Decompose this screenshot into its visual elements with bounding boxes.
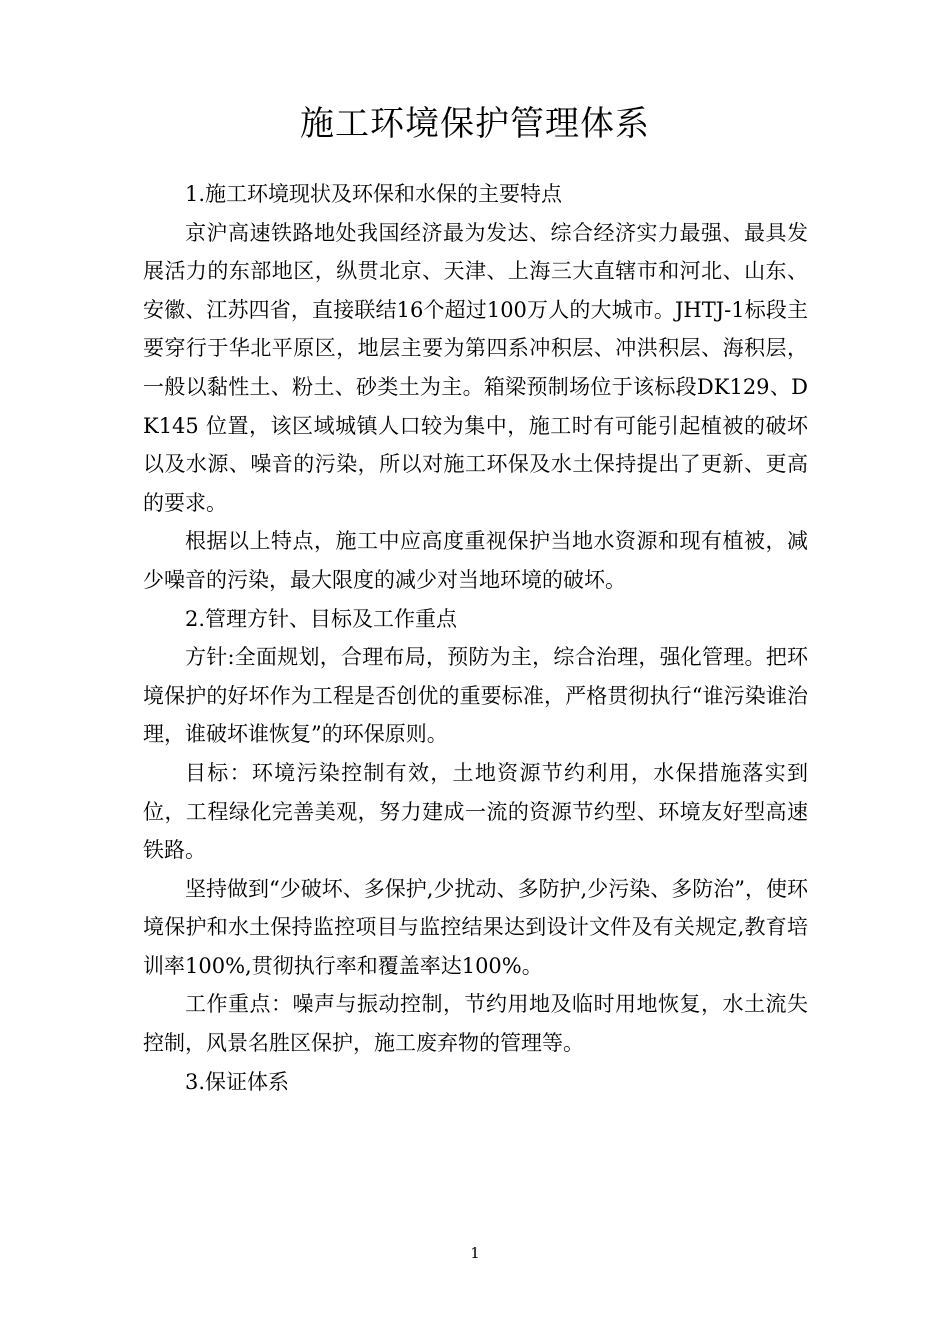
section-heading-1: 1.施工环境现状及环保和水保的主要特点 — [185, 182, 563, 206]
section-1-paragraph-2: 根据以上特点，施工中应高度重视保护当地水资源和现有植被，减少噪音的污染，最大限度的减少对当地环境的破坏。 — [143, 529, 808, 592]
document-body — [143, 175, 808, 1101]
document-title: 施工环境保护管理体系 — [300, 104, 650, 144]
section-1-paragraph-1: 京沪高速铁路地处我国经济最为发达、综合经济实力最强、最具发展活力的东部地区，纵贯北京、天津、上海三大直辖市和河北、山东、安徽、江苏四省，直接联结16个超过100万人的大城市。JHTJ-1标段主要穿行于华北平原区，地层主要为第四系冲积层、冲洪积层、海积层，一般以黏性土、粉土、砂类土为主。箱梁预制场位于该标段DK129、DK145 位置，该区域城镇人口较为集中，施工时有可能引起植被的破坏以及水源、噪音的污染，所以对施工环保及水土保持提出了更新、更高的要求。 — [143, 220, 808, 515]
section-2-paragraph-2: 目标：环境污染控制有效，土地资源节约利用，水保措施落实到位，工程绿化完善美观，努力建成一流的资源节约型、环境友好型高速铁路。 — [143, 760, 808, 863]
page-number: 1 — [470, 1244, 480, 1262]
section-2-paragraph-3: 坚持做到“少破坏、多保护,少扰动、多防护,少污染、多防治”，使环境保护和水土保持监控项目与监控结果达到设计文件及有关规定,教育培训率100%,贯彻执行率和覆盖率达100%。 — [143, 876, 808, 978]
section-heading-2: 2.管理方针、目标及工作重点 — [185, 606, 458, 631]
section-2-paragraph-4: 工作重点：噪声与振动控制，节约用地及临时用地恢复，水土流失控制，风景名胜区保护，施工废弃物的管理等。 — [143, 992, 808, 1056]
section-heading-3: 3.保证体系 — [185, 1069, 290, 1094]
section-2-paragraph-1: 方针:全面规划，合理布局，预防为主，综合治理，强化管理。把环境保护的好坏作为工程是否创优的重要标准，严格贯彻执行“谁污染谁治理，谁破坏谁恢复”的环保原则。 — [143, 645, 808, 747]
